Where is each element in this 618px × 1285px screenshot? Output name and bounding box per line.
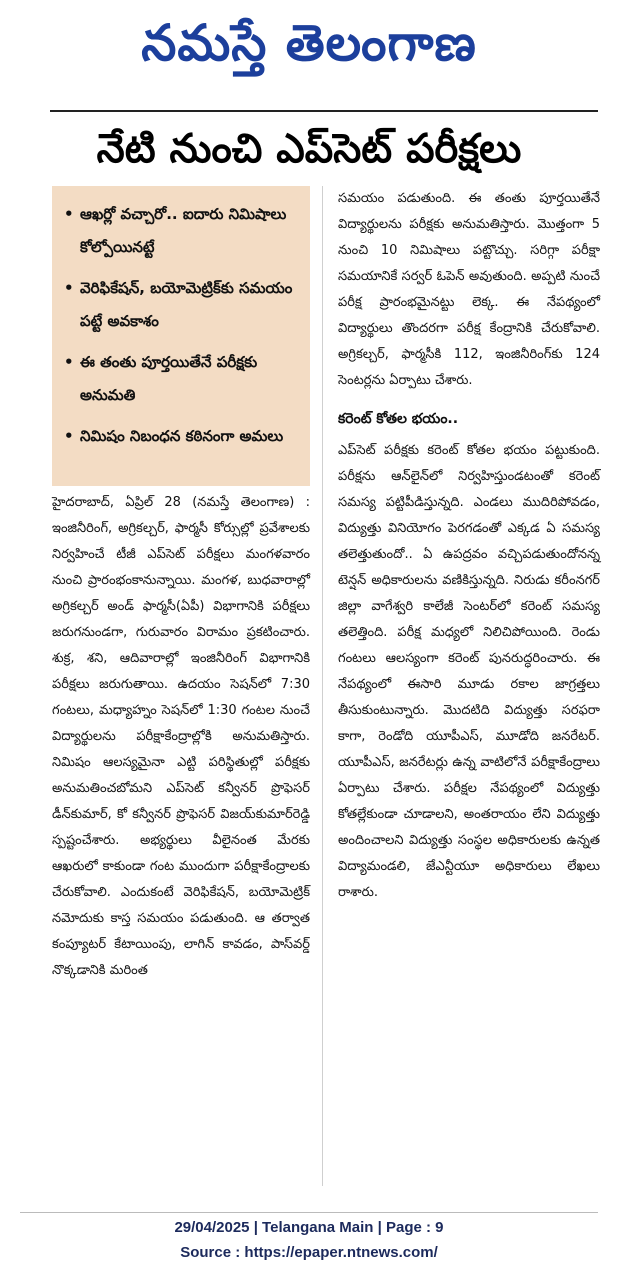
highlight-item [64,346,300,412]
article-paragraph: ఎప్‌సెట్ పరీక్షకు కరెంట్ కోతల భయం పట్టుకుంది. పరీక్షను ఆన్‌లైన్‌లో నిర్వహిస్తుండటంతో కరెంట్ సమస్య పట్టిపీడిస్తున్నది. ఎండలు ముదిరిపోవడం, విద్యుత్తు వినియోగం పెరగడంతో ఎక్కడ ఏ సమస్య తలెత్తుతుందో.. ఏ ఉపద్రవం వచ్చిపడుతుందోనన్న టెన్షన్ అధికారులను వణికిస్తున్నది. నిరుడు కరీంనగర్ జిల్లా వాగేశ్వరి కాలేజీ సెంటర్‌లో కరెంట్ సమస్య తలెత్తింది. పరీక్ష మధ్యలో నిలిచిపోయింది. రెండు గంటలు ఆలస్యంగా కరెంట్ పునరుద్ధరించారు. ఈ నేపథ్యంలో ఈసారి మూడు రకాల జాగ్రత్తలు తీసుకుంటున్నారు. మొదటిది విద్యుత్తు సరఫరా కాగా, రెండోది యూపీఎస్, మూడోది జనరేటర్. యూపీఎస్, జనరేటర్లు ఉన్న వాటిలోనే పరీక్షాకేంద్రాలు ఏర్పాటు చేశారు. పరీక్షల నేపథ్యంలో విద్యుత్తు కోతల్లేకుండా చూడాలని, అంతరాయం లేని విద్యుత్తు అందించాలని విద్యుత్తు సంస్థల అధికారులకు ఉన్నత విద్యామండలి, జేఎన్టీయూ అధికారులు లేఖలు రాశారు. [338,443,600,900]
highlight-item [64,198,300,264]
highlight-text: ఈ తంతు పూర్తయితేనే పరీక్షకు అనుమతి [80,353,258,404]
highlight-text: నిమిషం నిబంధన కఠినంగా అమలు [80,427,284,445]
bullet-icon: • [64,279,74,297]
headline-rule [50,110,598,112]
highlight-text: ఆఖర్లో వచ్చారో.. ఐదారు నిమిషాలు కోల్పోయినట్టే [80,205,287,256]
article-paragraph: హైదరాబాద్, ఏప్రిల్ 28 (నమస్తే తెలంగాణ) : ఇంజినీరింగ్, అగ్రికల్చర్, ఫార్మసీ కోర్సుల్లో ప్రవేశాలకు నిర్వహించే టీజీ ఎప్‌సెట్ పరీక్షలు మంగళవారం నుంచి ప్రారంభంకానున్నాయి. మంగళ, బుధవారాల్లో అగ్రికల్చర్ అండ్ ఫార్మసీ(ఏపీ) విభాగానికి పరీక్షలు జరుగనుండగా, గురువారం విరామం ప్రకటించారు. శుక్ర, శని, ఆదివారాల్లో ఇంజినీరింగ్ విభాగానికి పరీక్షలు జరుగుతాయి. ఉదయం సెషన్‌లో 7:30 గంటలు, మధ్యాహ్నం సెషన్‌లో 1:30 గంటల నుంచే విద్యార్థులను పరీక్షాకేంద్రాల్లోకి అనుమతిస్తారు. నిమిషం ఆలస్యమైనా ఎట్టి పరిస్థితుల్లో పరీక్షకు అనుమతించబోమని ఎప్‌సెట్ కన్వీనర్ ప్రొఫెసర్ డీన్‌కుమార్, కో కన్వీనర్ ప్రొఫెసర్ విజయ్‌కుమార్‌రెడ్డి స్పష్టంచేశారు. అభ్యర్థులు వీలైనంత మేరకు ఆఖరులో కాకుండా గంట ముందుగా పరీక్షాకేంద్రాలకు చేరుకోవాలి. ఎందుకంటే వెరిఫికేషన్, బయోమెట్రిక్ నమోదుకు కాస్త సమయం పడుతుంది. ఆ తర్వాత కంప్యూటర్ కేటాయింపు, లాగిన్ కావడం, పాస్‌వర్డ్ నొక్కడానికి మరింత [52,495,310,978]
highlight-item [64,420,300,453]
footer-source: Source : https://epaper.ntnews.com/ [180,1244,438,1261]
masthead [0,8,618,78]
article-right-column [338,186,600,1186]
footer-rule [20,1212,598,1213]
highlights-box [52,186,310,486]
article-subheading: కరెంట్ కోతల భయం.. [338,411,459,427]
bullet-icon: • [64,205,74,223]
masthead-title: నమస్తే తెలంగాణ [141,14,477,72]
bullet-icon: • [64,353,74,371]
footer-date-edition: 29/04/2025 | Telangana Main | Page : 9 [174,1219,444,1236]
highlight-text: వెరిఫికేషన్, బయోమెట్రిక్‌కు సమయం పట్టే అవకాశం [80,279,293,330]
article-left-column [52,490,310,1210]
highlight-item [64,272,300,338]
page-title: నేటి నుంచి ఎప్‌సెట్ పరీక్షలు [96,126,522,172]
article-paragraph: సమయం పడుతుంది. ఈ తంతు పూర్తయితేనే విద్యార్థులను పరీక్షకు అనుమతిస్తారు. మొత్తంగా 5 నుంచి 10 నిమిషాలు పట్టొచ్చు. సరిగ్గా పరీక్షా సమయానికే సర్వర్ ఓపెన్ అవుతుంది. అప్పటి నుంచే పరీక్ష ప్రారంభమైనట్టు లెక్క. ఈ నేపథ్యంలో విద్యార్థులు తొందరగా పరీక్ష కేంద్రానికి చేరుకోవాలి. అగ్రికల్చర్, ఫార్మసీకి 112, ఇంజినీరింగ్‌కు 124 సెంటర్లను ఏర్పాటు చేశారు. [338,191,600,388]
column-divider [322,186,323,1186]
bullet-icon: • [64,427,74,445]
